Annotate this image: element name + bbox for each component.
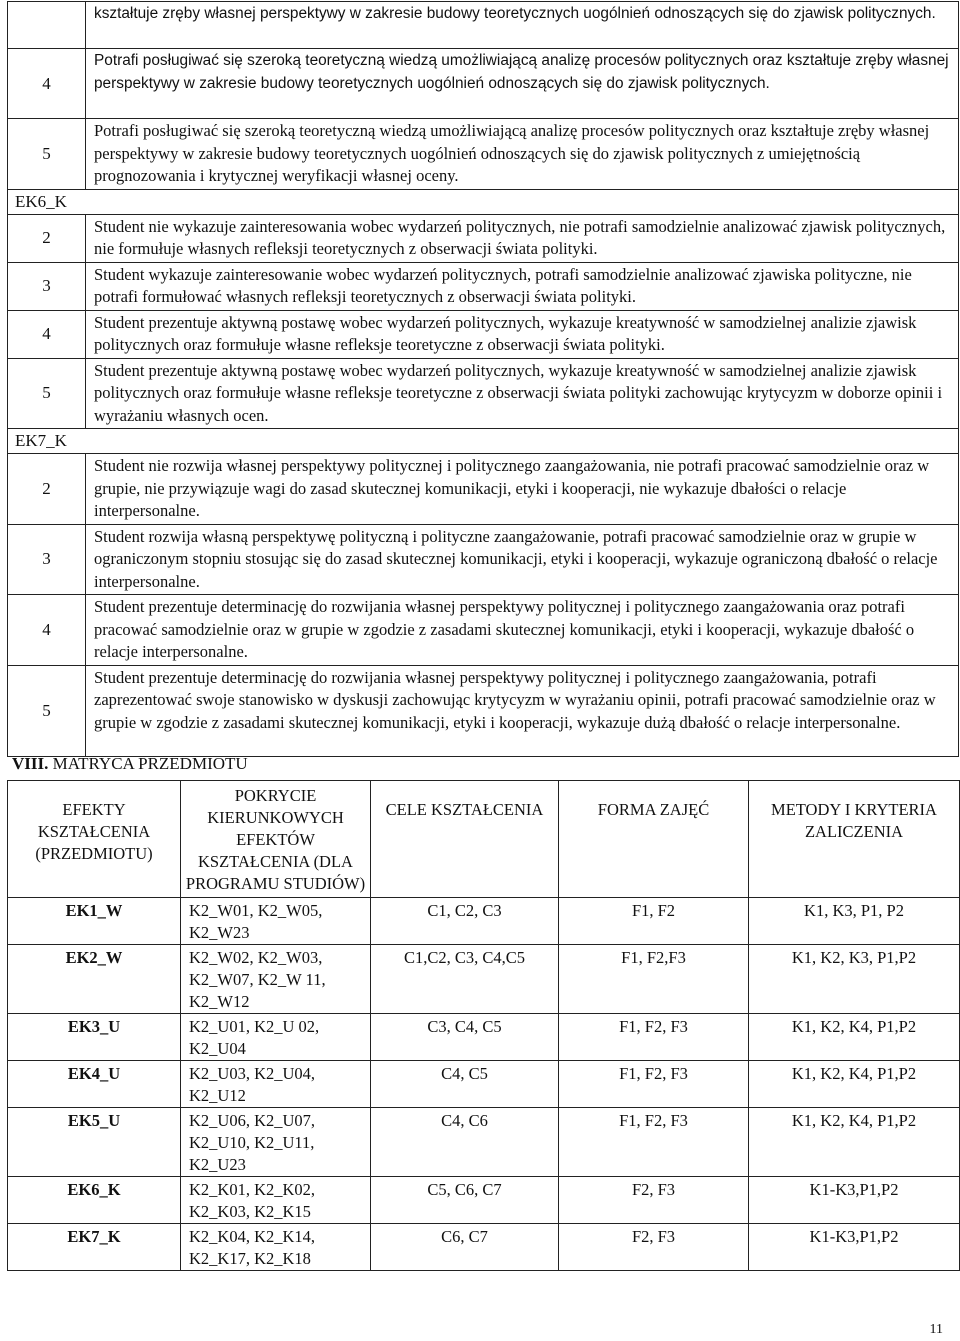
goals-cell: C4, C5	[371, 1061, 559, 1108]
form-cell: F2, F3	[559, 1224, 749, 1271]
criteria-row	[8, 214, 959, 262]
matrix-row	[8, 945, 960, 1014]
criteria-text: Potrafi posługiwać się szeroką teoretyczną wiedzą umożliwiającą analizę procesów politycznych oraz kształtuje zręby własnej perspektywy w zakresie budowy teoretycznych uogólnień odnoszących się do zjawisk politycznych z umiejętnością prognozowania i krytycznej weryfikacji własnej oceny.	[86, 119, 959, 190]
goals-cell: C4, C6	[371, 1108, 559, 1177]
matrix-row	[8, 898, 960, 945]
grade-cell: 4	[8, 49, 86, 119]
form-cell: F1, F2, F3	[559, 1014, 749, 1061]
methods-cell: K1, K2, K4, P1,P2	[749, 1014, 960, 1061]
effect-section-header	[8, 429, 959, 454]
col-header-effects: EFEKTY KSZTAŁCENIA (PRZEDMIOTU)	[8, 781, 181, 898]
criteria-text: Student nie wykazuje zainteresowania wobec wydarzeń politycznych, nie potrafi samodzielnie analizować zjawisk politycznych, nie formułuje własnych refleksji teoretycznych z obserwacji świata polityki.	[86, 214, 959, 262]
col-header-form: FORMA ZAJĘĆ	[559, 781, 749, 898]
grade-cell: 2	[8, 214, 86, 262]
coverage-cell: K2_U06, K2_U07, K2_U10, K2_U11, K2_U23	[181, 1108, 371, 1177]
page-number: 11	[929, 1322, 943, 1337]
methods-cell: K1, K3, P1, P2	[749, 898, 960, 945]
matrix-row	[8, 1061, 960, 1108]
criteria-text: kształtuje zręby własnej perspektywy w zakresie budowy teoretycznych uogólnień odnoszących się do zjawisk politycznych.	[86, 2, 959, 49]
effect-code: EK7_K	[8, 429, 959, 454]
effect-code: EK1_W	[8, 898, 181, 945]
criteria-row	[8, 454, 959, 525]
matrix-header-row	[8, 781, 960, 898]
form-cell: F2, F3	[559, 1177, 749, 1224]
grade-cell: 2	[8, 454, 86, 525]
criteria-text: Potrafi posługiwać się szeroką teoretyczną wiedzą umożliwiającą analizę procesów politycznych oraz kształtuje zręby własnej perspektywy w zakresie budowy teoretycznych uogólnień odnoszących się do zjawisk politycznych.	[86, 49, 959, 119]
criteria-text: Student prezentuje determinację do rozwijania własnej perspektywy politycznej i politycznego zaangażowania oraz potrafi pracować samodzielnie oraz w grupie w zgodzie z zasadami skutecznej komunikacji, etyki i kooperacji, wykazuje dbałość o relacje interpersonalne.	[86, 595, 959, 666]
grade-cell: 3	[8, 524, 86, 595]
section-title: MATRYCA PRZEDMIOTU	[52, 754, 248, 773]
form-cell: F1, F2, F3	[559, 1061, 749, 1108]
criteria-row	[8, 119, 959, 190]
coverage-cell: K2_K04, K2_K14, K2_K17, K2_K18	[181, 1224, 371, 1271]
methods-cell: K1, K2, K3, P1,P2	[749, 945, 960, 1014]
col-header-coverage: POKRYCIE KIERUNKOWYCH EFEKTÓW KSZTAŁCENIA (DLA PROGRAMU STUDIÓW)	[181, 781, 371, 898]
methods-cell: K1, K2, K4, P1,P2	[749, 1108, 960, 1177]
coverage-cell: K2_U03, K2_U04, K2_U12	[181, 1061, 371, 1108]
coverage-cell: K2_W01, K2_W05, K2_W23	[181, 898, 371, 945]
section-heading	[12, 754, 248, 774]
criteria-text: Student prezentuje determinację do rozwijania własnej perspektywy politycznej i politycznego zaangażowania, potrafi zaprezentować swoje stanowisko w dyskusji zachowując krytycyzm w wyrażaniu opinii, potrafi pracować samodzielnie oraz w grupie w zgodzie z zasadami skutecznej komunikacji, etyki i kooperacji, wykazuje dużą dbałość o relacje interpersonalne.	[86, 665, 959, 756]
effect-code: EK7_K	[8, 1224, 181, 1271]
criteria-text: Student wykazuje zainteresowanie wobec wydarzeń politycznych, potrafi samodzielnie analizować zjawiska polityczne, nie potrafi formułować własnych refleksji teoretycznych z obserwacji świata polityki.	[86, 262, 959, 310]
col-header-methods: METODY I KRYTERIA ZALICZENIA	[749, 781, 960, 898]
criteria-row	[8, 49, 959, 119]
criteria-row	[8, 358, 959, 429]
methods-cell: K1-K3,P1,P2	[749, 1177, 960, 1224]
effect-code: EK2_W	[8, 945, 181, 1014]
grade-cell: 4	[8, 595, 86, 666]
grade-cell: 5	[8, 119, 86, 190]
course-matrix-table	[7, 780, 960, 1271]
goals-cell: C6, C7	[371, 1224, 559, 1271]
criteria-text: Student nie rozwija własnej perspektywy politycznej i politycznego zaangażowania, nie potrafi pracować samodzielnie oraz w grupie, nie przywiązuje wagi do zasad skutecznej komunikacji, etyki i kooperacji, nie wykazuje dbałości o relacje interpersonalne.	[86, 454, 959, 525]
coverage-cell: K2_K01, K2_K02, K2_K03, K2_K15	[181, 1177, 371, 1224]
criteria-row	[8, 595, 959, 666]
grade-cell	[8, 2, 86, 49]
grade-cell: 3	[8, 262, 86, 310]
col-header-goals: CELE KSZTAŁCENIA	[371, 781, 559, 898]
criteria-row	[8, 2, 959, 49]
criteria-row	[8, 262, 959, 310]
form-cell: F1, F2,F3	[559, 945, 749, 1014]
effect-section-header	[8, 189, 959, 214]
effect-code: EK5_U	[8, 1108, 181, 1177]
grade-cell: 4	[8, 310, 86, 358]
section-number: VIII.	[12, 754, 49, 773]
grading-criteria-table	[7, 1, 959, 757]
matrix-row	[8, 1108, 960, 1177]
effect-code: EK6_K	[8, 189, 959, 214]
methods-cell: K1, K2, K4, P1,P2	[749, 1061, 960, 1108]
matrix-row	[8, 1014, 960, 1061]
grade-cell: 5	[8, 358, 86, 429]
effect-code: EK3_U	[8, 1014, 181, 1061]
goals-cell: C5, C6, C7	[371, 1177, 559, 1224]
matrix-row	[8, 1224, 960, 1271]
effect-code: EK4_U	[8, 1061, 181, 1108]
coverage-cell: K2_U01, K2_U 02, K2_U04	[181, 1014, 371, 1061]
methods-cell: K1-K3,P1,P2	[749, 1224, 960, 1271]
criteria-row	[8, 310, 959, 358]
goals-cell: C3, C4, C5	[371, 1014, 559, 1061]
form-cell: F1, F2	[559, 898, 749, 945]
matrix-row	[8, 1177, 960, 1224]
effect-code: EK6_K	[8, 1177, 181, 1224]
goals-cell: C1, C2, C3	[371, 898, 559, 945]
criteria-text: Student prezentuje aktywną postawę wobec wydarzeń politycznych, wykazuje kreatywność w samodzielnej analizie zjawisk politycznych oraz formułuje własne refleksje teoretyczne z obserwacji świata polityki.	[86, 310, 959, 358]
criteria-text: Student rozwija własną perspektywę polityczną i polityczne zaangażowanie, potrafi pracować samodzielnie oraz w grupie w ograniczonym stopniu stosując się do zasad skutecznej komunikacji, etyki i kooperacji, wykazuje ograniczoną dbałość o relacje interpersonalne.	[86, 524, 959, 595]
grade-cell: 5	[8, 665, 86, 756]
goals-cell: C1,C2, C3, C4,C5	[371, 945, 559, 1014]
form-cell: F1, F2, F3	[559, 1108, 749, 1177]
criteria-row	[8, 524, 959, 595]
coverage-cell: K2_W02, K2_W03, K2_W07, K2_W 11, K2_W12	[181, 945, 371, 1014]
criteria-text: Student prezentuje aktywną postawę wobec wydarzeń politycznych, wykazuje kreatywność w samodzielnej analizie zjawisk politycznych oraz formułuje własne refleksje teoretyczne z obserwacji świata polityki zachowując krytycyzm w doborze opinii i wyrażaniu własnych ocen.	[86, 358, 959, 429]
criteria-row	[8, 665, 959, 756]
